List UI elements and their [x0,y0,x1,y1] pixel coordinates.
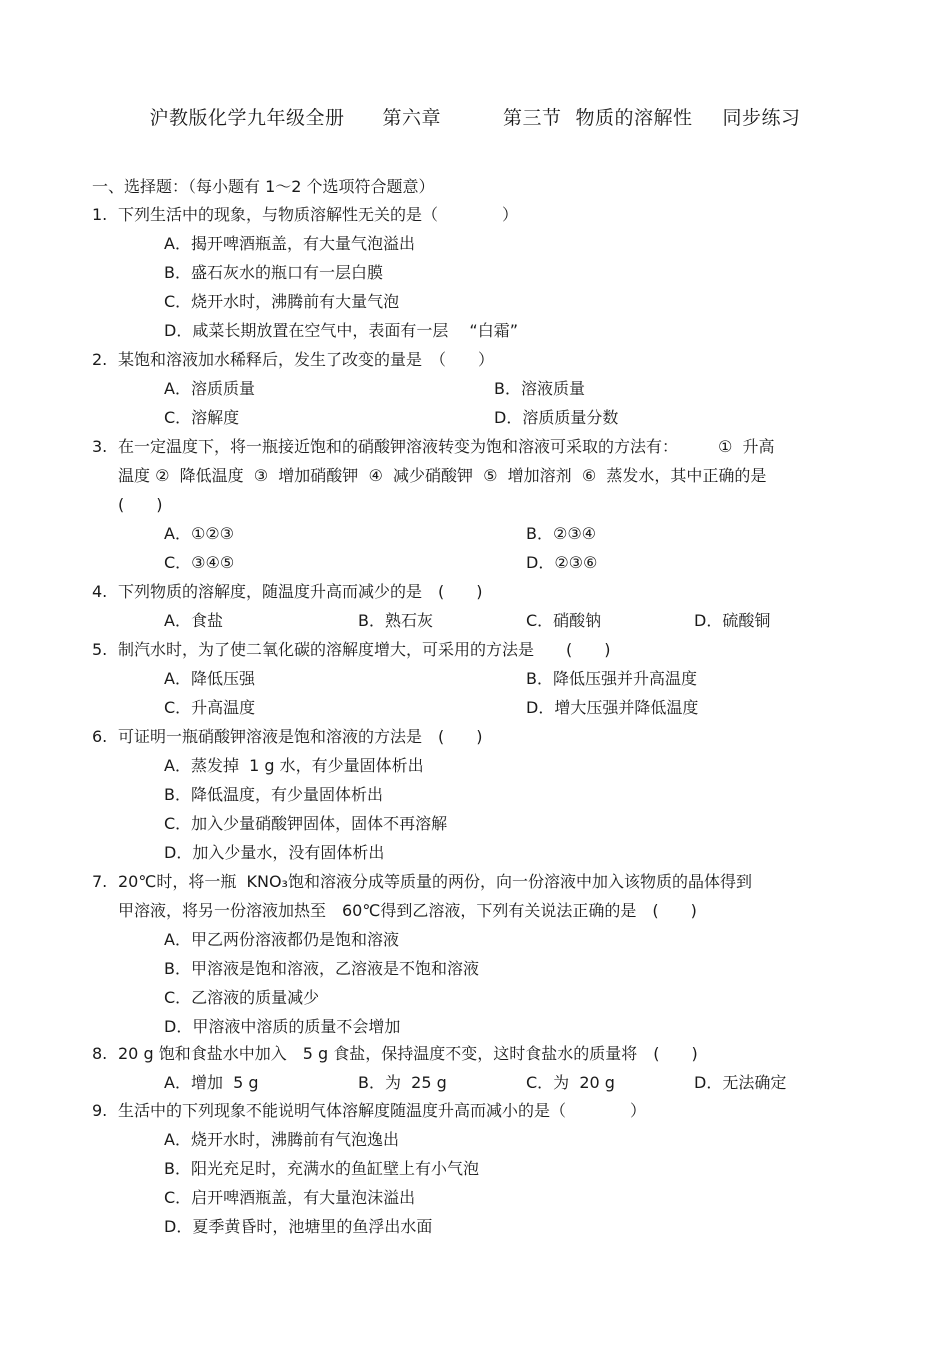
question-number: 3. [92,437,108,456]
question-number: 2. [92,350,108,369]
question-number: 1. [92,205,108,224]
question-2 [92,349,872,371]
page-title [0,104,950,132]
q7-option-a: A．甲乙两份溶液都仍是饱和溶液 [164,930,399,949]
q2-option-b: B．溶液质量 [494,379,585,398]
question-3-stem-line-3: ( ) [118,495,163,514]
q8-option-c: C．为 20 g [526,1073,615,1092]
q6-option-a: A．蒸发掉 1 g 水，有少量固体析出 [164,756,424,775]
q3-option-c: C．③④⑤ [164,553,235,572]
q2-option-a: A．溶质质量 [164,379,255,398]
q4-option-a: A．食盐 [164,611,223,630]
q2-option-d: D．溶质质量分数 [494,408,619,427]
q5-option-a: A．降低压强 [164,669,255,688]
section-heading: 一、选择题：（每小题有 1～2 个选项符合题意） [92,177,435,196]
q9-option-b: B．阳光充足时，充满水的鱼缸壁上有小气泡 [164,1159,479,1178]
title-part-section: 第三节 [502,107,562,129]
question-1 [92,204,872,226]
q3-option-b: B．②③④ [526,524,597,543]
question-3 [92,436,872,458]
q6-option-d: D．加入少量水，没有固体析出 [164,843,385,862]
q9-option-c: C．启开啤酒瓶盖，有大量泡沫溢出 [164,1188,416,1207]
q4-option-d: D．硫酸铜 [694,611,771,630]
q8-option-b: B．为 25 g [358,1073,447,1092]
question-3-stem-line-2: 温度 ② 降低温度 ③ 增加硝酸钾 ④ 减少硝酸钾 ⑤ 增加溶剂 ⑥ 蒸发水，其中正确的是 [118,466,767,485]
q4-option-b: B．熟石灰 [358,611,433,630]
q7-option-b: B．甲溶液是饱和溶液，乙溶液是不饱和溶液 [164,959,479,978]
title-part-chapter: 第六章 [382,107,441,129]
q4-option-c: C．硝酸钠 [526,611,602,630]
q5-option-d: D．增大压强并降低温度 [526,698,699,717]
question-stem: 20 g 饱和食盐水中加入 5 g 食盐，保持温度不变，这时食盐水的质量将 ( ) [118,1044,698,1063]
title-part-book: 沪教版化学九年级全册 [149,107,345,129]
question-number: 8. [92,1044,108,1063]
question-6 [92,726,872,748]
question-number: 6. [92,727,108,746]
question-stem: 下列物质的溶解度，随温度升高而减少的是 ( ) [118,582,483,601]
question-stem-line-1: 在一定温度下，将一瓶接近饱和的硝酸钾溶液转变为饱和溶液可采取的方法有： ① 升高 [118,437,775,456]
title-part-topic: 物质的溶解性 [575,107,693,129]
q1-option-c: C．烧开水时，沸腾前有大量气泡 [164,292,400,311]
question-stem: 生活中的下列现象不能说明气体溶解度随温度升高而减小的是（ ） [118,1101,647,1120]
question-4 [92,581,872,603]
q6-option-c: C．加入少量硝酸钾固体，固体不再溶解 [164,814,448,833]
question-number: 7. [92,872,108,891]
title-part-exercise: 同步练习 [722,107,801,129]
question-stem: 某饱和溶液加水稀释后，发生了改变的量是 （ ） [118,350,495,369]
q2-option-c: C．溶解度 [164,408,240,427]
question-8 [92,1043,872,1065]
question-number: 5. [92,640,108,659]
q8-option-d: D．无法确定 [694,1073,787,1092]
question-number: 9. [92,1101,108,1120]
q5-option-b: B．降低压强并升高温度 [526,669,697,688]
q8-option-a: A．增加 5 g [164,1073,259,1092]
question-stem: 可证明一瓶硝酸钾溶液是饱和溶液的方法是 ( ) [118,727,483,746]
q1-option-b: B．盛石灰水的瓶口有一层白膜 [164,263,383,282]
question-stem-line-1: 20℃时，将一瓶 KNO₃饱和溶液分成等质量的两份，向一份溶液中加入该物质的晶体得到 [118,872,752,891]
q7-option-d: D．甲溶液中溶质的质量不会增加 [164,1017,401,1036]
q3-option-d: D．②③⑥ [526,553,598,572]
question-7-stem-line-2: 甲溶液，将另一份溶液加热至 60℃得到乙溶液，下列有关说法正确的是 ( ) [118,901,697,920]
q5-option-c: C．升高温度 [164,698,256,717]
q7-option-c: C．乙溶液的质量减少 [164,988,320,1007]
q1-option-a: A．揭开啤酒瓶盖，有大量气泡溢出 [164,234,415,253]
question-stem: 下列生活中的现象，与物质溶解性无关的是（ ） [118,205,519,224]
question-9 [92,1100,872,1122]
question-number: 4. [92,582,108,601]
q6-option-b: B．降低温度，有少量固体析出 [164,785,383,804]
question-7 [92,871,872,893]
q3-option-a: A．①②③ [164,524,234,543]
q1-option-d: D．咸菜长期放置在空气中，表面有一层 “白霜” [164,321,518,340]
q9-option-a: A．烧开水时，沸腾前有气泡逸出 [164,1130,399,1149]
question-stem: 制汽水时，为了使二氧化碳的溶解度增大，可采用的方法是 ( ) [118,640,611,659]
q9-option-d: D．夏季黄昏时，池塘里的鱼浮出水面 [164,1217,433,1236]
question-5 [92,639,872,661]
